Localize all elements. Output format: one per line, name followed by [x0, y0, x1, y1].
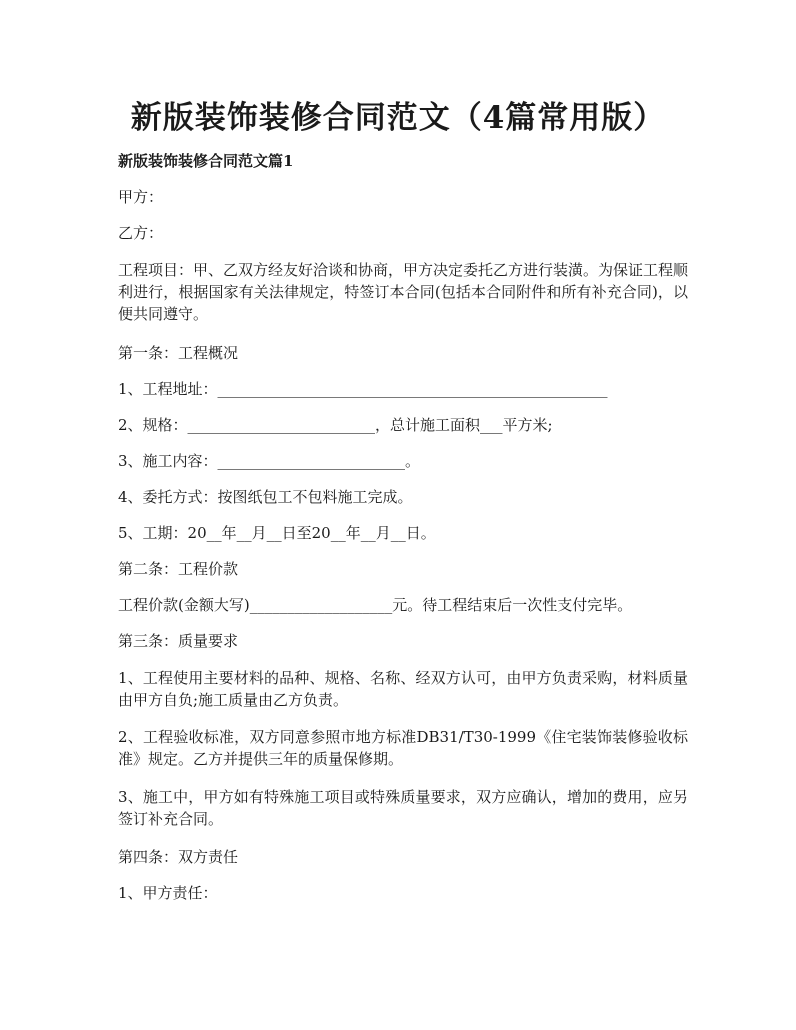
article-2-heading: 第二条：工程价款: [118, 560, 239, 578]
document-subtitle: 新版装饰装修合同范文篇1: [118, 152, 294, 170]
project-address-line: 1、工程地址：____________________________________________________: [118, 380, 608, 398]
quality-item-2: 2、工程验收标准，双方同意参照市地方标准DB31/T30-1999《住宅装饰装修验收标准》规定。乙方并提供三年的质量保修期。: [118, 728, 688, 768]
project-price-line: 工程价款(金额大写)___________________元。待工程结束后一次性支付完毕。: [118, 596, 633, 614]
party-b-line: 乙方：: [118, 224, 164, 242]
duration-line: 5、工期：20__年__月__日至20__年__月__日。: [118, 524, 436, 542]
party-a-responsibility-line: 1、甲方责任：: [118, 884, 218, 902]
article-1-heading: 第一条：工程概况: [118, 344, 239, 362]
party-a-line: 甲方：: [118, 188, 164, 206]
document-title: 新版装饰装修合同范文（4篇常用版）: [130, 100, 666, 136]
specification-line: 2、规格：_________________________，总计施工面积___平方米;: [118, 416, 553, 434]
quality-item-3: 3、施工中，甲方如有特殊施工项目或特殊质量要求，双方应确认，增加的费用，应另签订补充合同。: [118, 788, 688, 828]
quality-item-1: 1、工程使用主要材料的品种、规格、名称、经双方认可，由甲方负责采购，材料质量由甲方自负;施工质量由乙方负责。: [118, 669, 688, 709]
article-4-heading: 第四条：双方责任: [118, 848, 239, 866]
project-paragraph: 工程项目：甲、乙双方经友好洽谈和协商，甲方决定委托乙方进行装潢。为保证工程顺利进行，根据国家有关法律规定，特签订本合同(包括本合同附件和所有补充合同)，以便共同遵守。: [118, 261, 689, 323]
article-3-heading: 第三条：质量要求: [118, 632, 239, 650]
construction-content-line: 3、施工内容：_________________________。: [118, 452, 421, 470]
commission-method-line: 4、委托方式：按图纸包工不包料施工完成。: [118, 488, 413, 506]
